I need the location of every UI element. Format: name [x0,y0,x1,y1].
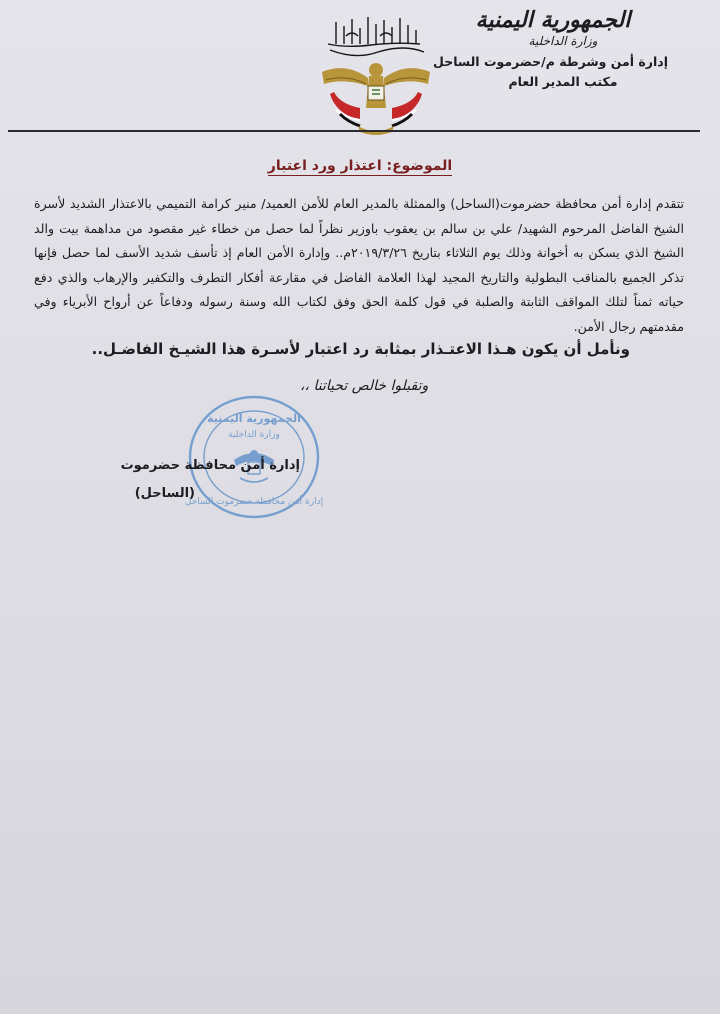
basmala-calligraphy-icon [328,17,424,56]
subject-line [0,158,720,174]
stamp-top-text: الجمهورية اليمنية [207,412,301,425]
closing-statement: ونأمل أن يكون هـذا الاعتـذار بمثابة رد اعتبار لأسـرة هذا الشيـخ الفاضـل.. [91,340,630,358]
header-divider [8,130,700,132]
ministry-name: وزارة الداخلية [528,34,598,49]
signature-block [100,452,300,508]
subject-text: الموضوع: اعتذار ورد اعتبار [267,158,453,174]
stamp-ministry-text: وزارة الداخلية [228,430,280,440]
stamp-ring-text: إدارة أمن محافظة حضرموت الساحل [184,497,324,507]
signature-region: (الساحل) [134,486,195,501]
republic-title: الجمهورية اليمنية [475,7,631,33]
director-office: مكتب المدير العام [508,74,618,90]
signature-authority: إدارة أمن محافظة حضرموت [120,458,300,473]
body-paragraph: تتقدم إدارة أمن محافظة حضرموت(الساحل) والممثلة بالمدير العام للأمن العميد/ منير كرامة التميمي بالاعتذار الشديد لأسرة الشيخ الفاضل المرحوم الشهيد/ علي بن سالم بن يعقوب باوزير نظراً لما حصل من خطاء غير مقصود من مداهمة بيت والد الشيخ الذي يسكن به أخوانة وذلك يوم الثلاثاء بتاريخ ٢٠١٩/٣/٢٦م.. وإدارة الأمن العام إذ تأسف شديد الأسف لما حصل فإنها تذكر الجميع بالمناقب البطولية والتاريخ المجيد لهذا العلامة الفاضل في مقارعة أفكار التطرف والتكفير والإرهاب والذي دفع حياته ثمناً لتلك المواقف الثابتة والصلبة في قول كلمة الحق وفق لكتاب الله وسنة رسوله ودفاعاً عن أرواح الأبرياء وفي مقدمتهم رجال الأمن. [34,196,684,334]
security-administration: إدارة أمن وشرطة م/حضرموت الساحل [433,54,668,70]
yemen-coat-of-arms-icon [316,14,436,138]
greeting-closing: وتقبلوا خالص تحياتنا ،، [300,378,429,394]
letter-body [34,192,684,339]
letterhead [433,7,668,90]
